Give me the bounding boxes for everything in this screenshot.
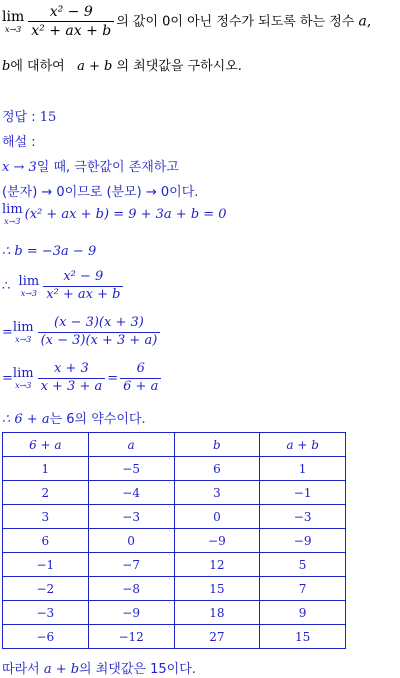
table-cell: 6 xyxy=(174,457,260,481)
table-cell: 15 xyxy=(174,577,260,601)
table-cell: 18 xyxy=(174,601,260,625)
table-cell: −6 xyxy=(3,625,89,649)
table-cell: 6 xyxy=(3,529,89,553)
explanation-line-6: = lim x→3 $\frac{(x - 3)(x + 3)}{(x - 3)(x + 3 + a)}$ xyxy=(2,316,162,349)
explanation-line-5 xyxy=(2,270,125,303)
table-cell: −1 xyxy=(3,553,89,577)
table-cell: −8 xyxy=(88,577,174,601)
table-header: a xyxy=(88,433,174,457)
therefore-symbol: ∴ xyxy=(2,278,11,294)
table-cell: 2 xyxy=(3,481,89,505)
fraction-step-3b: $\frac{6}{6 + a}$ xyxy=(120,362,161,395)
table-header-row xyxy=(3,433,346,457)
explanation-line-2: (분자) → 0이므로 (분모) → 0이다. xyxy=(2,185,199,200)
table-cell: 1 xyxy=(260,457,346,481)
table-cell: 0 xyxy=(174,505,260,529)
conclusion-line: 따라서 a + b의 최댓값은 15이다. xyxy=(2,662,196,677)
answer-value: 15 xyxy=(39,110,57,125)
problem-fraction xyxy=(28,4,114,39)
fraction-step-3: $\frac{x + 3}{x + 3 + a}$ xyxy=(38,362,106,395)
table-cell: −9 xyxy=(174,529,260,553)
explanation-line-1-text: 일 때, 극한값이 존재하고 xyxy=(36,160,179,175)
problem-text-3: 의 최댓값을 구하시오. xyxy=(112,59,242,74)
table-cell: 3 xyxy=(174,481,260,505)
problem-text-1: 의 값이 0이 아닌 정수가 되도록 하는 정수 xyxy=(116,14,359,30)
limit-operator: lim x→3 xyxy=(2,8,25,34)
explanation-line-8: ∴ 6 + a는 6의 약수이다. xyxy=(2,412,146,427)
problem-numerator: x² − 9 xyxy=(49,4,93,20)
answer-line xyxy=(2,106,56,125)
table-row xyxy=(3,577,346,601)
table-cell: −3 xyxy=(88,505,174,529)
explanation-line-7: = lim x→3 $\frac{x + 3}{x + 3 + a}$ = $\frac{6}{6 + a}$ xyxy=(2,362,163,395)
table-header: b xyxy=(174,433,260,457)
problem-denominator: x² + ax + b xyxy=(28,21,114,39)
problem-text-2: 에 대하여 xyxy=(10,59,65,74)
limit-operator-2: lim x→3 xyxy=(2,202,23,226)
explanation-line-4: ∴ b = −3a − 9 xyxy=(2,244,97,259)
explanation-line-1 xyxy=(2,156,179,175)
divisor-table xyxy=(2,432,346,649)
limit-operator-5: lim x→3 xyxy=(12,365,34,390)
answer-label: 정답 : xyxy=(2,110,36,125)
problem-line-1 xyxy=(2,4,371,39)
limit-condition: x → 3 xyxy=(2,160,37,175)
fraction-step-1: $\frac{\text{x² − 9}}{\text{x² + ax + b}}$ xyxy=(43,270,123,303)
table-cell: 9 xyxy=(260,601,346,625)
table-cell: 0 xyxy=(88,529,174,553)
problem-comma: , xyxy=(366,13,372,30)
table-cell: −4 xyxy=(88,481,174,505)
limit-subscript: x→3 xyxy=(4,24,22,34)
table-cell: −12 xyxy=(88,625,174,649)
table-row xyxy=(3,553,346,577)
table-cell: −3 xyxy=(260,505,346,529)
table-cell: 27 xyxy=(174,625,260,649)
problem-sum-expr: a + b xyxy=(77,59,113,74)
table-cell: −7 xyxy=(88,553,174,577)
problem-var-b: b xyxy=(2,59,11,74)
table-row xyxy=(3,457,346,481)
limit-equation: (x² + ax + b) = 9 + 3a + b = 0 xyxy=(24,207,227,222)
table-cell: −9 xyxy=(88,601,174,625)
table-cell: 15 xyxy=(260,625,346,649)
table-cell: −1 xyxy=(260,481,346,505)
problem-line-2 xyxy=(2,55,242,74)
explanation-line-3 xyxy=(2,203,227,226)
limit-operator-3: lim x→3 xyxy=(18,273,40,298)
table-row xyxy=(3,601,346,625)
limit-subscript-2: x→3 xyxy=(4,217,21,226)
table-cell: 7 xyxy=(260,577,346,601)
table-row xyxy=(3,481,346,505)
table-cell: 12 xyxy=(174,553,260,577)
table-header: a + b xyxy=(260,433,346,457)
table-header: 6 + a xyxy=(3,433,89,457)
table-row xyxy=(3,505,346,529)
table-cell: −3 xyxy=(3,601,89,625)
table-cell: 5 xyxy=(260,553,346,577)
fraction-step-2: $\frac{(x - 3)(x + 3)}{(x - 3)(x + 3 + a)}$ xyxy=(38,316,161,349)
explanation-label: 해설 : xyxy=(2,135,36,150)
table-cell: 3 xyxy=(3,505,89,529)
limit-operator-4: lim x→3 xyxy=(12,319,34,344)
table-cell: 1 xyxy=(3,457,89,481)
table-row xyxy=(3,529,346,553)
table-cell: −5 xyxy=(88,457,174,481)
table-cell: −9 xyxy=(260,529,346,553)
table-cell: −2 xyxy=(3,577,89,601)
problem-var-a: a xyxy=(358,13,367,30)
table-row xyxy=(3,625,346,649)
